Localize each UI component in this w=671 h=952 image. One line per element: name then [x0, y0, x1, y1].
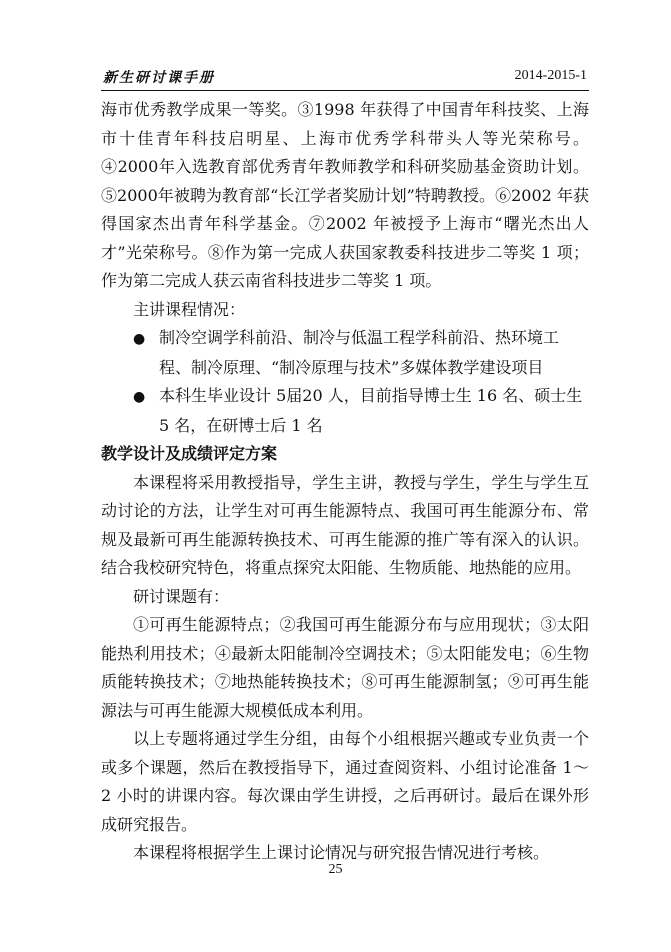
- courses-label: 主讲课程情况：: [133, 299, 246, 319]
- topics-label: 研讨课题有：: [133, 586, 230, 606]
- header-divider: [101, 90, 589, 91]
- section-heading: 教学设计及成绩评定方案: [101, 444, 278, 463]
- page-header: [103, 67, 587, 87]
- bullet-icon: ●: [133, 331, 146, 347]
- bullet-icon: ●: [133, 389, 146, 405]
- list-item: [101, 324, 589, 382]
- list-item-text: 制冷空调学科前沿、制冷与低温工程学科前沿、热环境工程、制冷原理、“制冷原理与技术”多媒体教学建设项目: [159, 328, 560, 377]
- list-item-text: 本科生毕业设计 5届20 人，目前指导博士生 16 名、硕士生 5 名，在研博士后 1 名: [159, 386, 583, 435]
- design-paragraph: 本课程将采用教授指导，学生主讲，教授与学生，学生与学生互动讨论的方法，让学生对可再生能源特点、我国可再生能源分布、常规及最新可再生能源转换技术、可再生能源的推广等有深入的认识。结合我校研究特色，将重点探究太阳能、生物质能、地热能的应用。: [101, 472, 589, 577]
- assessment-paragraph: 本课程将根据学生上课讨论情况与研究报告情况进行考核。: [133, 843, 550, 862]
- group-paragraph: 以上专题将通过学生分组，由每个小组根据兴趣或专业负责一个或多个课题，然后在教授指导下，通过查阅资料、小组讨论准备 1～2 小时的讲课内容。每次课由学生讲授，之后再研讨。最后在课外形成研究报告。: [101, 729, 589, 834]
- topics-paragraph: ①可再生能源特点；②我国可再生能源分布与应用现状；③太阳能热利用技术；④最新太阳能制冷空调技术；⑤太阳能发电；⑥生物质能转换技术；⑦地热能转换技术；⑧可再生能源制氢；⑨可再生能源法与可再生能源大规模低成本利用。: [101, 615, 589, 720]
- page-number: 25: [328, 862, 343, 877]
- page-body: [101, 96, 589, 868]
- semester-label: 2014-2015-1: [514, 68, 587, 83]
- courses-list: [101, 324, 589, 440]
- intro-paragraph: 海市优秀教学成果一等奖。③1998 年获得了中国青年科技奖、上海市十佳青年科技启明星、上海市优秀学科带头人等光荣称号。④2000年入选教育部优秀青年教师教学和科研奖励基金资助计划。⑤2000年被聘为教育部“长江学者奖励计划”特聘教授。⑥2002 年获得国家杰出青年科学基金。⑦2002 年被授予上海市“曙光杰出人才”光荣称号。⑧作为第一完成人获国家教委科技进步二等奖 1 项；作为第二完成人获云南省科技进步二等奖 1 项。: [101, 100, 589, 290]
- list-item: [101, 382, 589, 440]
- handbook-title: 新生研讨课手册: [103, 70, 215, 86]
